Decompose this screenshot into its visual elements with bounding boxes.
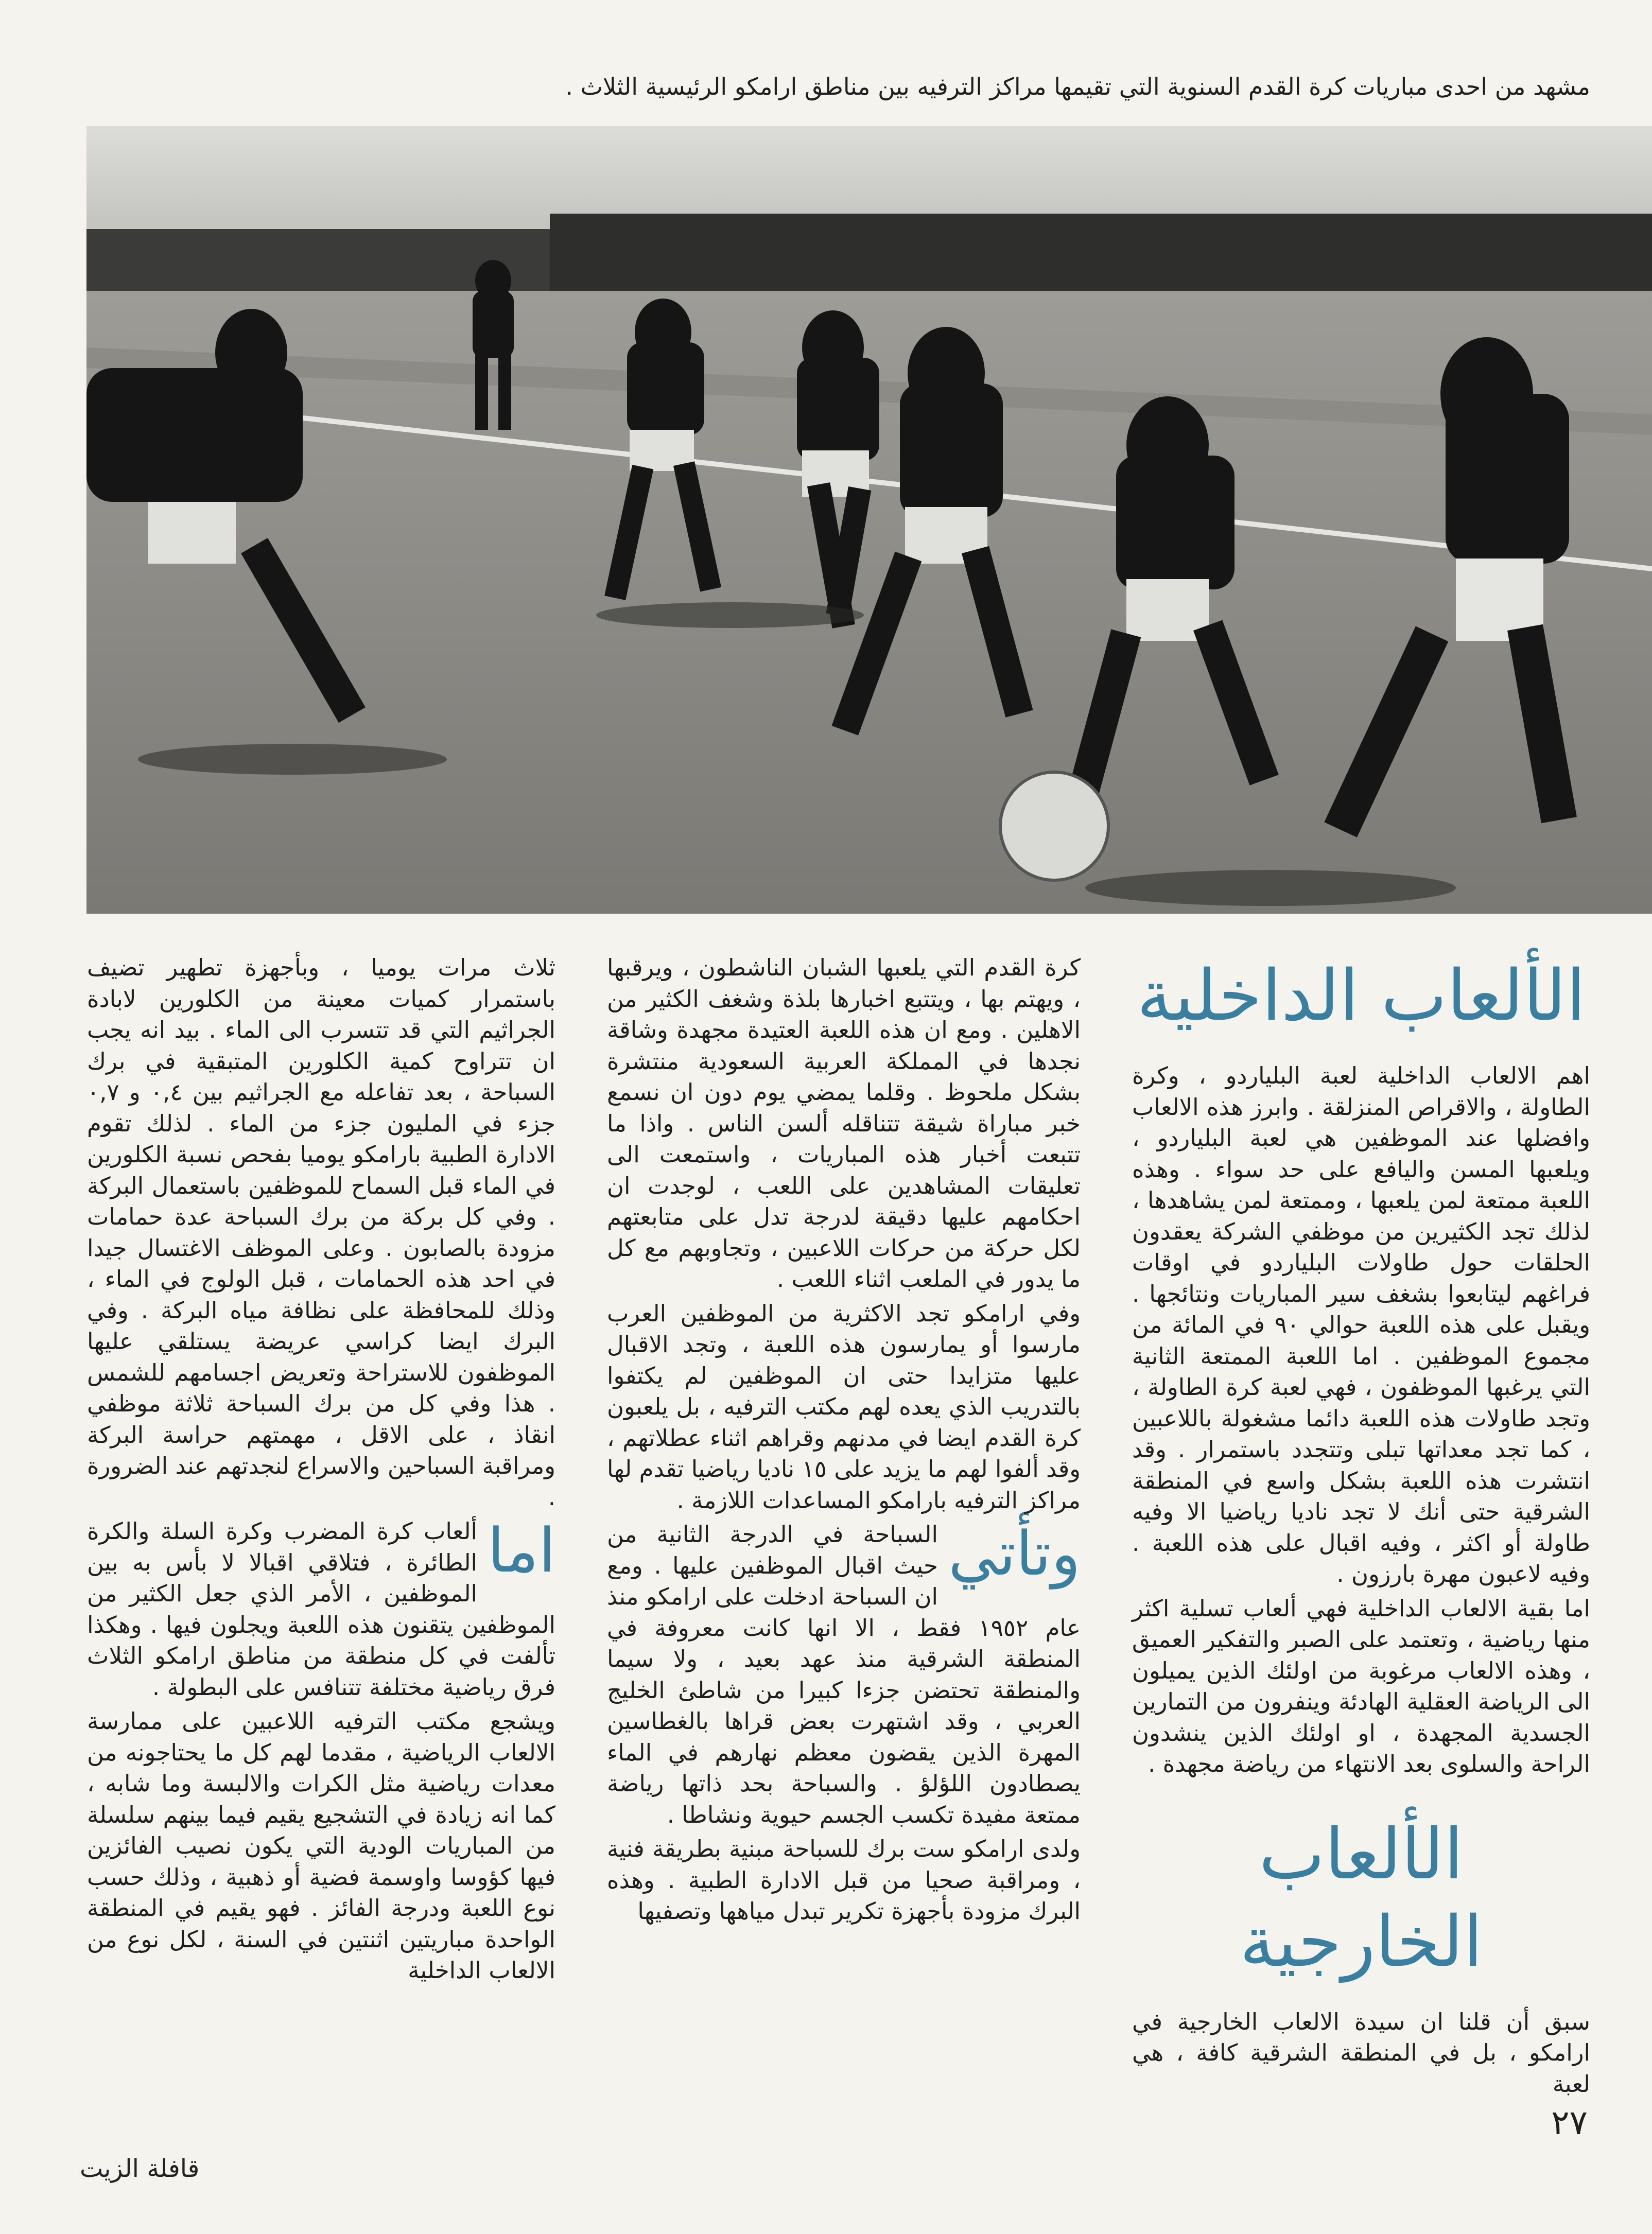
dropcap: وتأتي	[948, 1518, 1081, 1589]
paragraph: ولدى ارامكو ست برك للسباحة مبنية بطريقة فنية ، ومراقبة صحيا من قبل الادارة الطبية . وهذه البرك مزودة بأجهزة تكرير تبدل مياهها وتصفيها	[607, 1835, 1081, 1925]
article-column-right	[1132, 952, 1590, 2103]
dropcap: اما	[488, 1515, 555, 1586]
paragraph-with-dropcap	[607, 1519, 1081, 1830]
outdoor-games-heading: الألعاب الخارجية	[1239, 1813, 1483, 1983]
paragraph: كرة القدم التي يلعبها الشبان الناشطون ، ويرقبها ، ويهتم بها ، ويتتبع اخبارها بلذة وشغف الكثير من الاهلين . ومع ان هذه اللعبة العتيدة مجهدة وشاقة نجدها في المملكة العربية السعودية منتشرة بشكل ملحوظ . وقلما يمضي يوم دون ان نسمع خبر مباراة شيقة تتناقله ألسن الناس . واذا ما تتبعت أخبار هذه المباريات ، واستمعت الى تعليقات المشاهدين على اللعب ، لوجدت ان احكامهم عليها دقيقة لدرجة تدل على متابعتهم لكل حركة من حركات اللاعبين ، وتجاوبهم مع كل ما يدور في الملعب اثناء اللعب .	[607, 954, 1081, 1293]
photo-caption: مشهد من احدى مباريات كرة القدم السنوية التي تقيمها مراكز الترفيه بين مناطق ارامكو الرئيسية الثلاث .	[565, 73, 1590, 100]
paragraph: وفي ارامكو تجد الاكثرية من الموظفين العرب مارسوا أو يمارسون هذه اللعبة ، وتجد الاقبال عليها متزايدا حتى ان الموظفين لم يكتفوا بالتدريب الذي يعده لهم مكتب الترفيه ، بل يلعبون كرة القدم ايضا في مدنهم وقراهم اثناء عطلاتهم ، وقد ألفوا لهم ما يزيد على ١٥ ناديا رياضيا تقدم لها مراكز الترفيه بارامكو المساعدات اللازمة .	[607, 1299, 1081, 1514]
football-match-illustration	[86, 126, 1652, 914]
paragraph-text: ألعاب كرة المضرب وكرة السلة والكرة الطائرة ، فتلاقي اقبالا لا بأس به بين الموظفين ، الأمر الذي جعل الكثير من الموظفين يتقنون هذه اللعبة ويجلون فيها . وهكذا تألفت في كل منطقة من مناطق ارامكو الثلاث فرق رياضية مختلفة تتنافس على البطولة .	[87, 1517, 555, 1701]
paragraph: ويشجع مكتب الترفيه اللاعبين على ممارسة الالعاب الرياضية ، مقدما لهم كل ما يحتاجونه من معدات رياضية مثل الكرات والالبسة وما شابه ، كما انه زيادة في التشجيع يقيم فيما بينهم سلسلة من المباريات الودية التي يكون نصيب الفائزين فيها كؤوسا واوسمة فضية أو ذهبية ، وذلك حسب نوع اللعبة ودرجة الفائز . فهو يقيم في المنطقة الواحدة مباريتين اثنتين في السنة ، لكل نوع من الالعاب الداخلية	[87, 1707, 555, 1984]
indoor-games-heading: الألعاب الداخلية	[1137, 955, 1586, 1037]
paragraph: اما بقية الالعاب الداخلية فهي ألعاب تسلية اكثر منها رياضية ، وتعتمد على الصبر والتفكير العميق ، وهذه الالعاب مرغوبة من اولئك الذين يميلون الى الرياضة العقلية الهادئة وينفرون من التمارين الجسدية المجهدة ، او اولئك الذين ينشدون الراحة والسلوى بعد الانتهاء من رياضة مجهدة .	[1132, 1594, 1590, 1777]
magazine-name: قافلة الزيت	[80, 2154, 200, 2183]
paragraph-with-dropcap	[87, 1516, 555, 1703]
paragraph-text: السباحة في الدرجة الثانية من حيث اقبال الموظفين عليها . ومع ان السباحة ادخلت على ارامكو منذ عام ١٩٥٢ فقط ، الا انها كانت معروفة في المنطقة الشرقية منذ عهد بعيد ، ولا سيما والمنطقة تحتضن جزءا كبيرا من شاطئ الخليج العربي ، وقد اشتهرت بعض قراها بالغطاسين المهرة الذين يقضون معظم نهارهم في الماء يصطادون اللؤلؤ . والسباحة بحد ذاتها رياضة ممتعة مفيدة تكسب الجسم حيوية ونشاطا .	[607, 1521, 1081, 1828]
page-number: ٢٧	[1551, 2103, 1588, 2142]
paragraph: اهم الالعاب الداخلية لعبة البلياردو ، وكرة الطاولة ، والاقراص المنزلقة . وابرز هذه الالعاب وافضلها عند الموظفين هي لعبة البلياردو ، ويلعبها المسن واليافع على حد سواء . وهذه اللعبة ممتعة لمن يلعبها ، وممتعة لمن يشاهدها ، لذلك تجد الكثيرين من موظفي الشركة يعقدون الحلقات حول طاولات البلياردو في اوقات فراغهم ليتابعوا بشغف سير المباريات ونتائجها . ويقبل على هذه اللعبة حوالي ٩٠ في المائة من مجموع الموظفين . اما اللعبة الممتعة الثانية التي يرغبها الموظفون ، فهي لعبة كرة الطاولة ، وتجد طاولات هذه اللعبة دائما مشغولة باللاعبين ، كما تجد معداتها تبلى وتتجدد باستمرار . وقد انتشرت هذه اللعبة بشكل واسع في المنطقة الشرقية حتى أنك لا تجد ناديا رياضيا الا وفيه طاولة أو اكثر ، وفيه اقبال على هذه اللعبة . وفيه لاعبون مهرة بارزون .	[1132, 1062, 1590, 1587]
football-match-photo	[86, 126, 1652, 914]
paragraph: سبق أن قلنا ان سيدة الالعاب الخارجية في ارامكو ، بل في المنطقة الشرقية كافة ، هي لعبة	[1132, 2008, 1590, 2098]
article-column-middle	[607, 952, 1081, 1930]
article-column-left	[87, 952, 555, 1989]
paragraph: ثلاث مرات يوميا ، وبأجهزة تطهير تضيف باستمرار كميات معينة من الكلورين لابادة الجراثيم التي قد تتسرب الى الماء . بيد انه يجب ان تتراوح كمية الكلورين المتبقية في برك السباحة ، بعد تفاعله مع الجراثيم بين ٠,٤ و ٠,٧ جزء في المليون جزء من الماء . لذلك تقوم الادارة الطبية بارامكو يوميا بفحص نسبة الكلورين في الماء قبل السماح للموظفين باستعمال البركة . وفي كل بركة من برك السباحة عدة حمامات مزودة بالصابون . وعلى الموظف الاغتسال جيدا في احد هذه الحمامات ، قبل الولوج في الماء ، وذلك للمحافظة على نظافة مياه البركة . وفي البرك ايضا كراسي عريضة يستلقي عليها الموظفون للاستراحة وتعريض اجسامهم للشمس . هذا وفي كل من برك السباحة ثلاثة موظفي انقاذ ، على الاقل ، مهمتهم حراسة البركة ومراقبة السباحين والاسراع لنجدتهم عند الضرورة .	[87, 954, 555, 1511]
